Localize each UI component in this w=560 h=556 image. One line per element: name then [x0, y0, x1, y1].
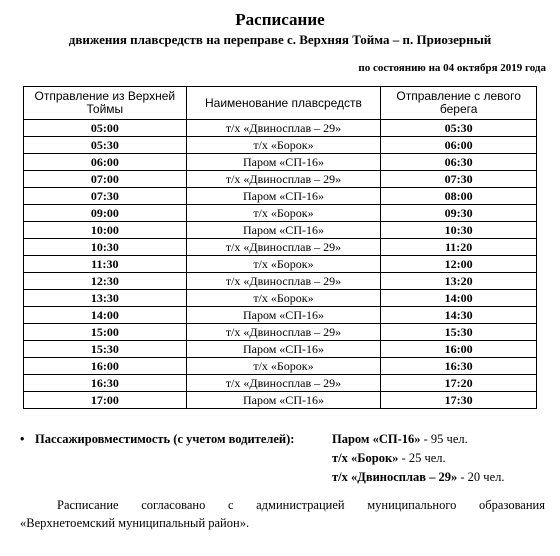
departure-left-bank-cell: 11:20: [381, 239, 537, 256]
table-row: [24, 273, 537, 290]
capacity-item: [332, 432, 468, 447]
departure-upper-cell: 11:30: [24, 256, 187, 273]
departure-upper-cell: 10:00: [24, 222, 187, 239]
capacity-count: - 25 чел.: [398, 451, 446, 465]
vessel-name-cell: т/х «Двиносплав – 29»: [186, 239, 381, 256]
schedule-body: [24, 120, 537, 409]
header-vessel-name: Наименование плавсредств: [186, 87, 381, 120]
vessel-name-cell: Паром «СП-16»: [186, 154, 381, 171]
table-row: [24, 188, 537, 205]
departure-upper-cell: 06:00: [24, 154, 187, 171]
vessel-name-cell: т/х «Борок»: [186, 205, 381, 222]
vessel-name-cell: т/х «Двиносплав – 29»: [186, 324, 381, 341]
capacity-row: [20, 451, 550, 470]
departure-upper-cell: 07:30: [24, 188, 187, 205]
table-row: [24, 171, 537, 188]
table-row: [24, 341, 537, 358]
capacity-row: [20, 432, 550, 451]
table-row: [24, 392, 537, 409]
schedule-table: [23, 86, 537, 409]
departure-upper-cell: 13:30: [24, 290, 187, 307]
departure-left-bank-cell: 16:00: [381, 341, 537, 358]
vessel-name-cell: Паром «СП-16»: [186, 341, 381, 358]
header-row: [24, 87, 537, 120]
departure-left-bank-cell: 06:30: [381, 154, 537, 171]
vessel-name-cell: т/х «Двиносплав – 29»: [186, 120, 381, 137]
departure-upper-cell: 09:00: [24, 205, 187, 222]
departure-left-bank-cell: 13:20: [381, 273, 537, 290]
table-row: [24, 324, 537, 341]
capacity-label: Пассажировместимость (с учетом водителей):: [35, 432, 295, 446]
vessel-name-cell: т/х «Двиносплав – 29»: [186, 375, 381, 392]
capacity-section: [20, 432, 550, 489]
table-row: [24, 375, 537, 392]
table-row: [24, 205, 537, 222]
vessel-name-cell: т/х «Борок»: [186, 290, 381, 307]
departure-left-bank-cell: 17:20: [381, 375, 537, 392]
vessel-name-cell: Паром «СП-16»: [186, 222, 381, 239]
approval-note: Расписание согласовано с администрацией муниципального образования «Верхнетоемский муниципальный район».: [20, 498, 545, 530]
departure-upper-cell: 16:00: [24, 358, 187, 375]
departure-upper-cell: 12:30: [24, 273, 187, 290]
table-row: [24, 239, 537, 256]
table-row: [24, 358, 537, 375]
departure-left-bank-cell: 10:30: [381, 222, 537, 239]
table-row: [24, 290, 537, 307]
header-departure-left-bank: Отправление с левого берега: [381, 87, 537, 120]
departure-left-bank-cell: 08:00: [381, 188, 537, 205]
vessel-name-cell: Паром «СП-16»: [186, 392, 381, 409]
departure-upper-cell: 16:30: [24, 375, 187, 392]
vessel-name-cell: т/х «Борок»: [186, 358, 381, 375]
departure-upper-cell: 07:00: [24, 171, 187, 188]
table-row: [24, 120, 537, 137]
departure-upper-cell: 05:00: [24, 120, 187, 137]
departure-upper-cell: 15:30: [24, 341, 187, 358]
capacity-item: [332, 470, 505, 485]
vessel-name-cell: Паром «СП-16»: [186, 188, 381, 205]
departure-upper-cell: 15:00: [24, 324, 187, 341]
vessel-name-cell: т/х «Борок»: [186, 137, 381, 154]
document-subtitle: движения плавсредств на переправе с. Верхняя Тойма – п. Приозерный: [68, 32, 492, 47]
table-row: [24, 222, 537, 239]
capacity-vessel: т/х «Борок»: [332, 451, 399, 465]
departure-upper-cell: 17:00: [24, 392, 187, 409]
departure-left-bank-cell: 14:30: [381, 307, 537, 324]
departure-left-bank-cell: 09:30: [381, 205, 537, 222]
schedule-header: [24, 87, 537, 120]
departure-left-bank-cell: 06:00: [381, 137, 537, 154]
table-row: [24, 137, 537, 154]
departure-left-bank-cell: 05:30: [381, 120, 537, 137]
capacity-count: - 95 чел.: [420, 432, 468, 446]
departure-left-bank-cell: 07:30: [381, 171, 537, 188]
table-row: [24, 154, 537, 171]
table-row: [24, 307, 537, 324]
vessel-name-cell: т/х «Двиносплав – 29»: [186, 171, 381, 188]
capacity-row: [20, 470, 550, 489]
departure-upper-cell: 14:00: [24, 307, 187, 324]
departure-left-bank-cell: 15:30: [381, 324, 537, 341]
departure-left-bank-cell: 16:30: [381, 358, 537, 375]
vessel-name-cell: т/х «Двиносплав – 29»: [186, 273, 381, 290]
capacity-item: [332, 451, 446, 466]
vessel-name-cell: Паром «СП-16»: [186, 307, 381, 324]
departure-upper-cell: 10:30: [24, 239, 187, 256]
departure-left-bank-cell: 14:00: [381, 290, 537, 307]
capacity-count: - 20 чел.: [457, 470, 505, 484]
document-title: Расписание: [235, 10, 325, 29]
header-departure-upper: Отправление из Верхней Тоймы: [24, 87, 187, 120]
departure-left-bank-cell: 12:00: [381, 256, 537, 273]
departure-upper-cell: 05:30: [24, 137, 187, 154]
capacity-vessel: т/х «Двиносплав – 29»: [332, 470, 458, 484]
table-row: [24, 256, 537, 273]
as-of-date: по состоянию на 04 октября 2019 года: [358, 62, 546, 74]
departure-left-bank-cell: 17:30: [381, 392, 537, 409]
vessel-name-cell: т/х «Борок»: [186, 256, 381, 273]
bullet-icon: •: [20, 432, 25, 446]
capacity-vessel: Паром «СП-16»: [332, 432, 421, 446]
